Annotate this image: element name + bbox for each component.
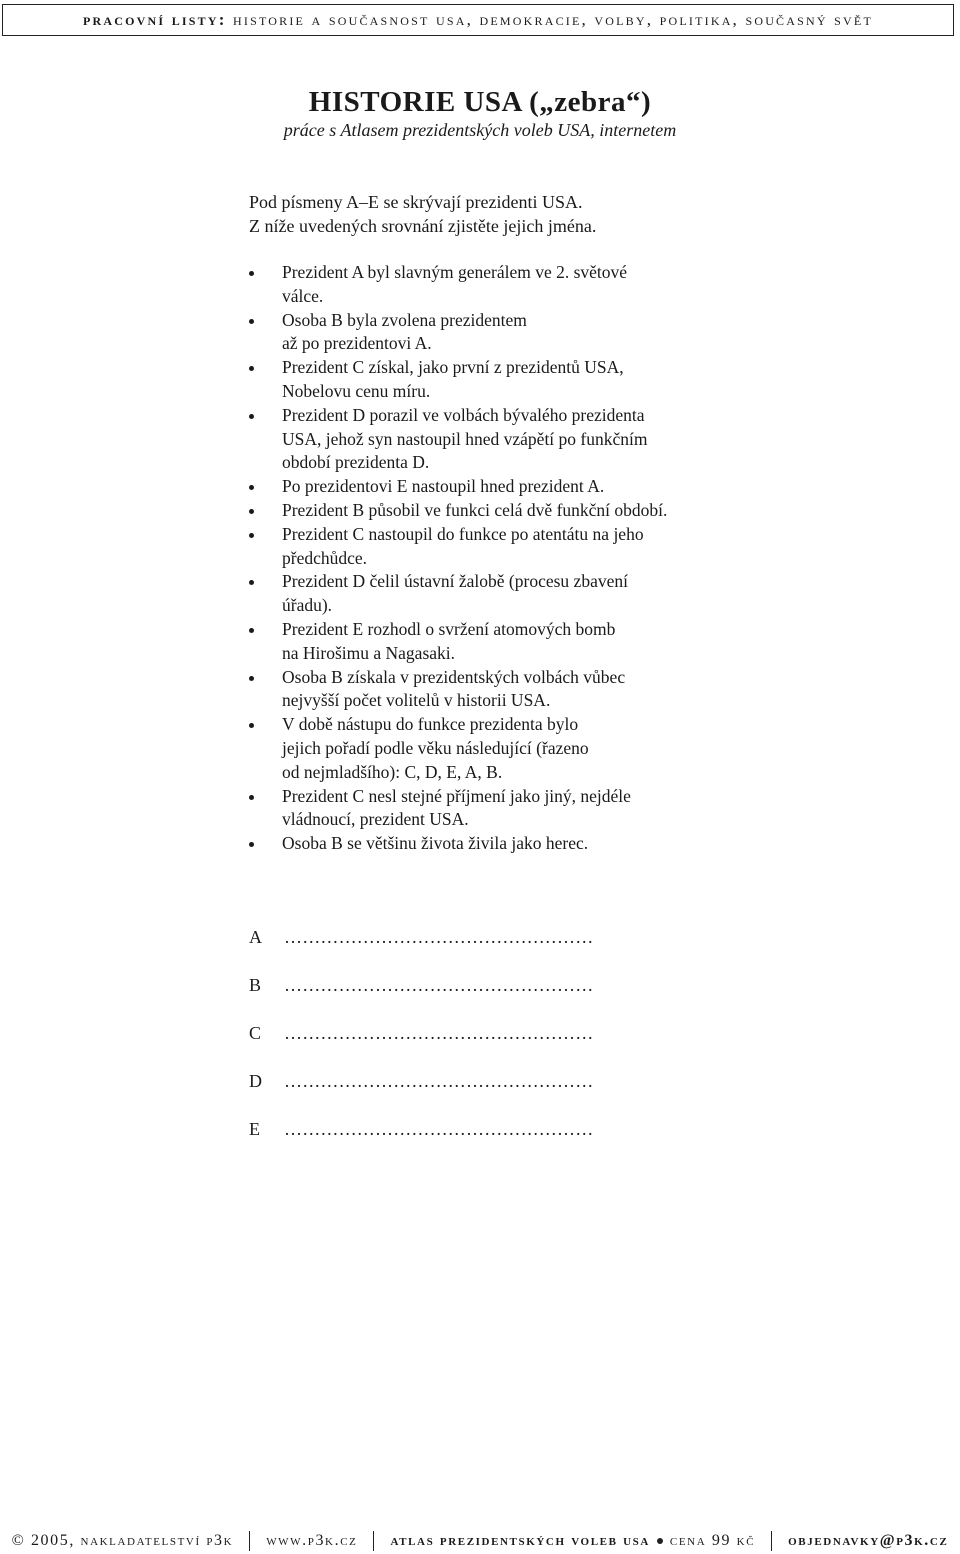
clue-line: předchůdce.: [282, 547, 368, 568]
clue-line: USA, jehož syn nastoupil hned vzápětí po funkčním: [282, 428, 648, 449]
clue-line: Prezident C nastoupil do funkce po atentátu na jeho: [282, 523, 644, 544]
header-banner: [2, 4, 954, 36]
bullet-icon: [249, 533, 254, 538]
clue-item: [249, 356, 719, 404]
clue-line: Prezident B působil ve funkci celá dvě funkční období.: [282, 499, 668, 520]
clue-line: V době nástupu do funkce prezidenta bylo: [282, 714, 579, 735]
footer-bullet: [657, 1538, 663, 1544]
answer-blank[interactable]: ……………………………………………: [284, 975, 594, 995]
clue-item: [249, 832, 719, 856]
clue-item: [249, 475, 719, 499]
clue-line: nejvyšší počet volitelů v historii USA.: [282, 690, 551, 711]
intro-paragraph: [249, 190, 749, 238]
footer-divider: [249, 1531, 250, 1551]
clue-line: vládnoucí, prezident USA.: [282, 809, 469, 830]
clue-line: válce.: [282, 285, 324, 306]
footer-price: cena 99 kč: [669, 1532, 756, 1549]
bullet-icon: [249, 723, 254, 728]
clue-item: [249, 309, 719, 357]
clue-item: [249, 713, 719, 784]
clue-line: až po prezidentovi A.: [282, 333, 432, 354]
clue-item: [249, 618, 719, 666]
answer-letter: D: [249, 1071, 262, 1091]
answer-blank[interactable]: ……………………………………………: [284, 1119, 594, 1139]
bullet-icon: [249, 485, 254, 490]
clue-item: [249, 404, 719, 475]
bullet-icon: [249, 509, 254, 514]
bullet-icon: [249, 319, 254, 324]
clue-line: Osoba B se většinu života živila jako herec.: [282, 833, 589, 854]
answer-blank[interactable]: ……………………………………………: [284, 1071, 594, 1091]
bullet-icon: [249, 580, 254, 585]
bullet-icon: [249, 366, 254, 371]
bullet-icon: [249, 795, 254, 800]
clue-line: od nejmladšího): C, D, E, A, B.: [282, 761, 503, 782]
clue-line: Prezident D porazil ve volbách bývalého prezidenta: [282, 404, 645, 425]
clue-line: Osoba B získala v prezidentských volbách vůbec: [282, 666, 626, 687]
clue-item: [249, 261, 719, 309]
clue-line: období prezidenta D.: [282, 452, 430, 473]
bullet-icon: [249, 271, 254, 276]
clue-line: Osoba B byla zvolena prezidentem: [282, 309, 527, 330]
clue-item: [249, 666, 719, 714]
clue-item: [249, 499, 719, 523]
answer-row: [249, 1023, 719, 1071]
bullet-icon: [249, 842, 254, 847]
footer-product: atlas prezidentských voleb usa: [390, 1532, 650, 1549]
clue-line: Prezident C nesl stejné příjmení jako jiný, nejdéle: [282, 785, 631, 806]
clue-line: Nobelovu cenu míru.: [282, 380, 431, 401]
answer-blank[interactable]: ……………………………………………: [284, 927, 594, 947]
answer-letter: A: [249, 927, 262, 947]
answer-row: [249, 1119, 719, 1167]
answer-section: [249, 927, 719, 1167]
clue-list: [249, 261, 719, 856]
clue-item: [249, 785, 719, 833]
page-title: HISTORIE USA („zebra“): [308, 86, 652, 118]
answer-letter: B: [249, 975, 262, 995]
footer-divider: [771, 1531, 772, 1551]
clue-line: Po prezidentovi E nastoupil hned prezident A.: [282, 476, 605, 497]
page-subtitle: práce s Atlasem prezidentských voleb USA, internetem: [283, 120, 677, 140]
answer-letter: E: [249, 1119, 260, 1139]
footer-website-link[interactable]: www.p3k.cz: [266, 1532, 358, 1549]
footer: [0, 1529, 960, 1553]
clue-line: jejich pořadí podle věku následující (řazeno: [282, 737, 589, 758]
answer-row: [249, 927, 719, 975]
intro-line-2: Z níže uvedených srovnání zjistěte jejich jména.: [249, 216, 597, 236]
intro-line-1: Pod písmeny A–E se skrývají prezidenti USA.: [249, 192, 583, 212]
header-topics: historie a současnost usa, demokracie, volby, politika, současný svět: [233, 10, 873, 29]
footer-copyright: © 2005, nakladatelství p3k: [11, 1532, 234, 1549]
clue-line: Prezident D čelil ústavní žalobě (procesu zbavení: [282, 571, 628, 592]
bullet-icon: [249, 676, 254, 681]
bullet-icon: [249, 414, 254, 419]
header-text: [83, 10, 873, 30]
answer-letter: C: [249, 1023, 262, 1043]
clue-line: Prezident A byl slavným generálem ve 2. světové: [282, 262, 628, 282]
clue-line: Prezident C získal, jako první z prezidentů USA,: [282, 357, 624, 378]
footer-divider: [373, 1531, 374, 1551]
clue-line: na Hirošimu a Nagasaki.: [282, 642, 456, 663]
header-lead: pracovní listy:: [83, 10, 227, 29]
answer-row: [249, 975, 719, 1023]
clue-item: [249, 570, 719, 618]
clue-line: Prezident E rozhodl o svržení atomových bomb: [282, 618, 616, 639]
bullet-icon: [249, 628, 254, 633]
clue-line: úřadu).: [282, 595, 333, 616]
clue-item: [249, 523, 719, 571]
footer-email-link[interactable]: objednavky@p3k.cz: [788, 1532, 949, 1549]
answer-blank[interactable]: ……………………………………………: [284, 1023, 594, 1043]
answer-row: [249, 1071, 719, 1119]
